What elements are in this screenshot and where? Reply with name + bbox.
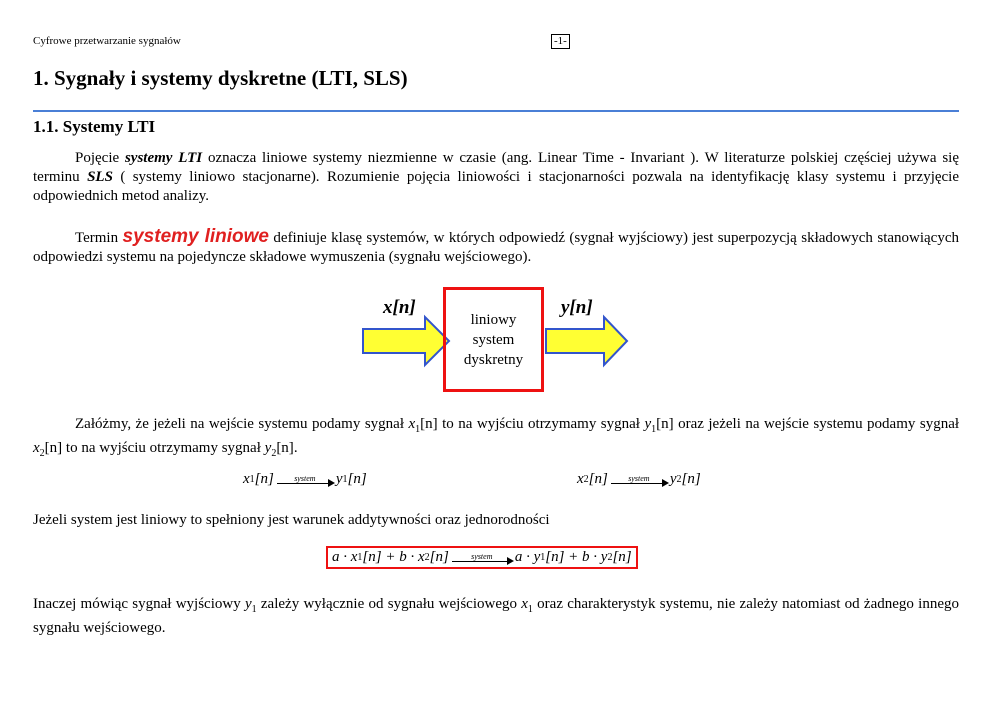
- paragraph-lti-definition: Pojęcie systemy LTI oznacza liniowe systemy niezmienne w czasie (ang. Linear Time - Invariant ). W literaturze polskiej częściej używa się terminu SLS ( systemy liniowo stacjonarne). Rozumienie pojęcia liniowości i stacjonarności pozwala na identyfikację klasy systemu i przyjęcie odpowiednich metod analizy.: [33, 150, 960, 204]
- heading-rule: [33, 110, 959, 112]
- paragraph-conclusion: Inaczej mówiąc sygnał wyjściowy $y_1$ zależy wyłącznie od sygnału wejściowego $x_1$ oraz charakterystyk systemu, nie zależy natomiast od żadnego innego sygnału wejściowego.: [33, 596, 959, 636]
- input-signal-label: x[n]: [383, 297, 416, 318]
- paragraph-assumption: Załóżmy, że jeżeli na wejście systemu podamy sygnał $x_1[n]$ to na wyjściu otrzymamy sygnał $y_1[n]$ oraz jeżeli na wejście systemu podamy sygnał $x_2[n]$ to na wyjściu otrzymamy sygnał $y_2[n]$.: [33, 416, 960, 459]
- output-arrow: [546, 317, 627, 365]
- box-line-2: system: [472, 331, 515, 348]
- system-arrow: system: [452, 553, 512, 562]
- system-arrow: system: [277, 475, 333, 484]
- subsection-heading: 1.1. Systemy LTI: [33, 117, 156, 136]
- output-signal-label: y[n]: [561, 297, 593, 318]
- input-arrow: [363, 317, 449, 365]
- paragraph-linear-systems: Termin systemy liniowe definiuje klasę systemów, w których odpowiedź (sygnał wyjściowy) jest superpozycją składowych stanowiących odpowiedzi systemu na pojedyncze składowe wymuszenia (sygnału wejściowego).: [33, 226, 959, 265]
- header-title: Cyfrowe przetwarzanie sygnałów: [33, 35, 181, 47]
- section-heading: 1. Sygnały i systemy dyskretne (LTI, SLS): [33, 66, 408, 90]
- formula-x2-to-y2: x 2 [n] system y 2 [n]: [577, 471, 701, 487]
- term-sls: SLS: [87, 169, 113, 185]
- formula-x1-to-y1: x 1 [n] system y 1 [n]: [243, 471, 367, 487]
- box-line-1: liniowy: [470, 311, 517, 328]
- page-number: -1-: [551, 34, 570, 49]
- box-line-3: dyskretny: [463, 351, 524, 368]
- system-block-diagram: [355, 283, 645, 401]
- superposition-equation: a · x 1 [n] + b · x 2 [n] system a · y 1 [n] + b · y 2 [n]: [326, 546, 638, 569]
- term-lti: systemy LTI: [124, 150, 203, 166]
- paragraph-linearity-condition: Jeżeli system jest liniowy to spełniony jest warunek addytywności oraz jednorodności: [33, 512, 550, 528]
- term-linear-systems: systemy liniowe: [122, 226, 269, 247]
- system-box: [443, 287, 544, 392]
- system-arrow: system: [611, 475, 667, 484]
